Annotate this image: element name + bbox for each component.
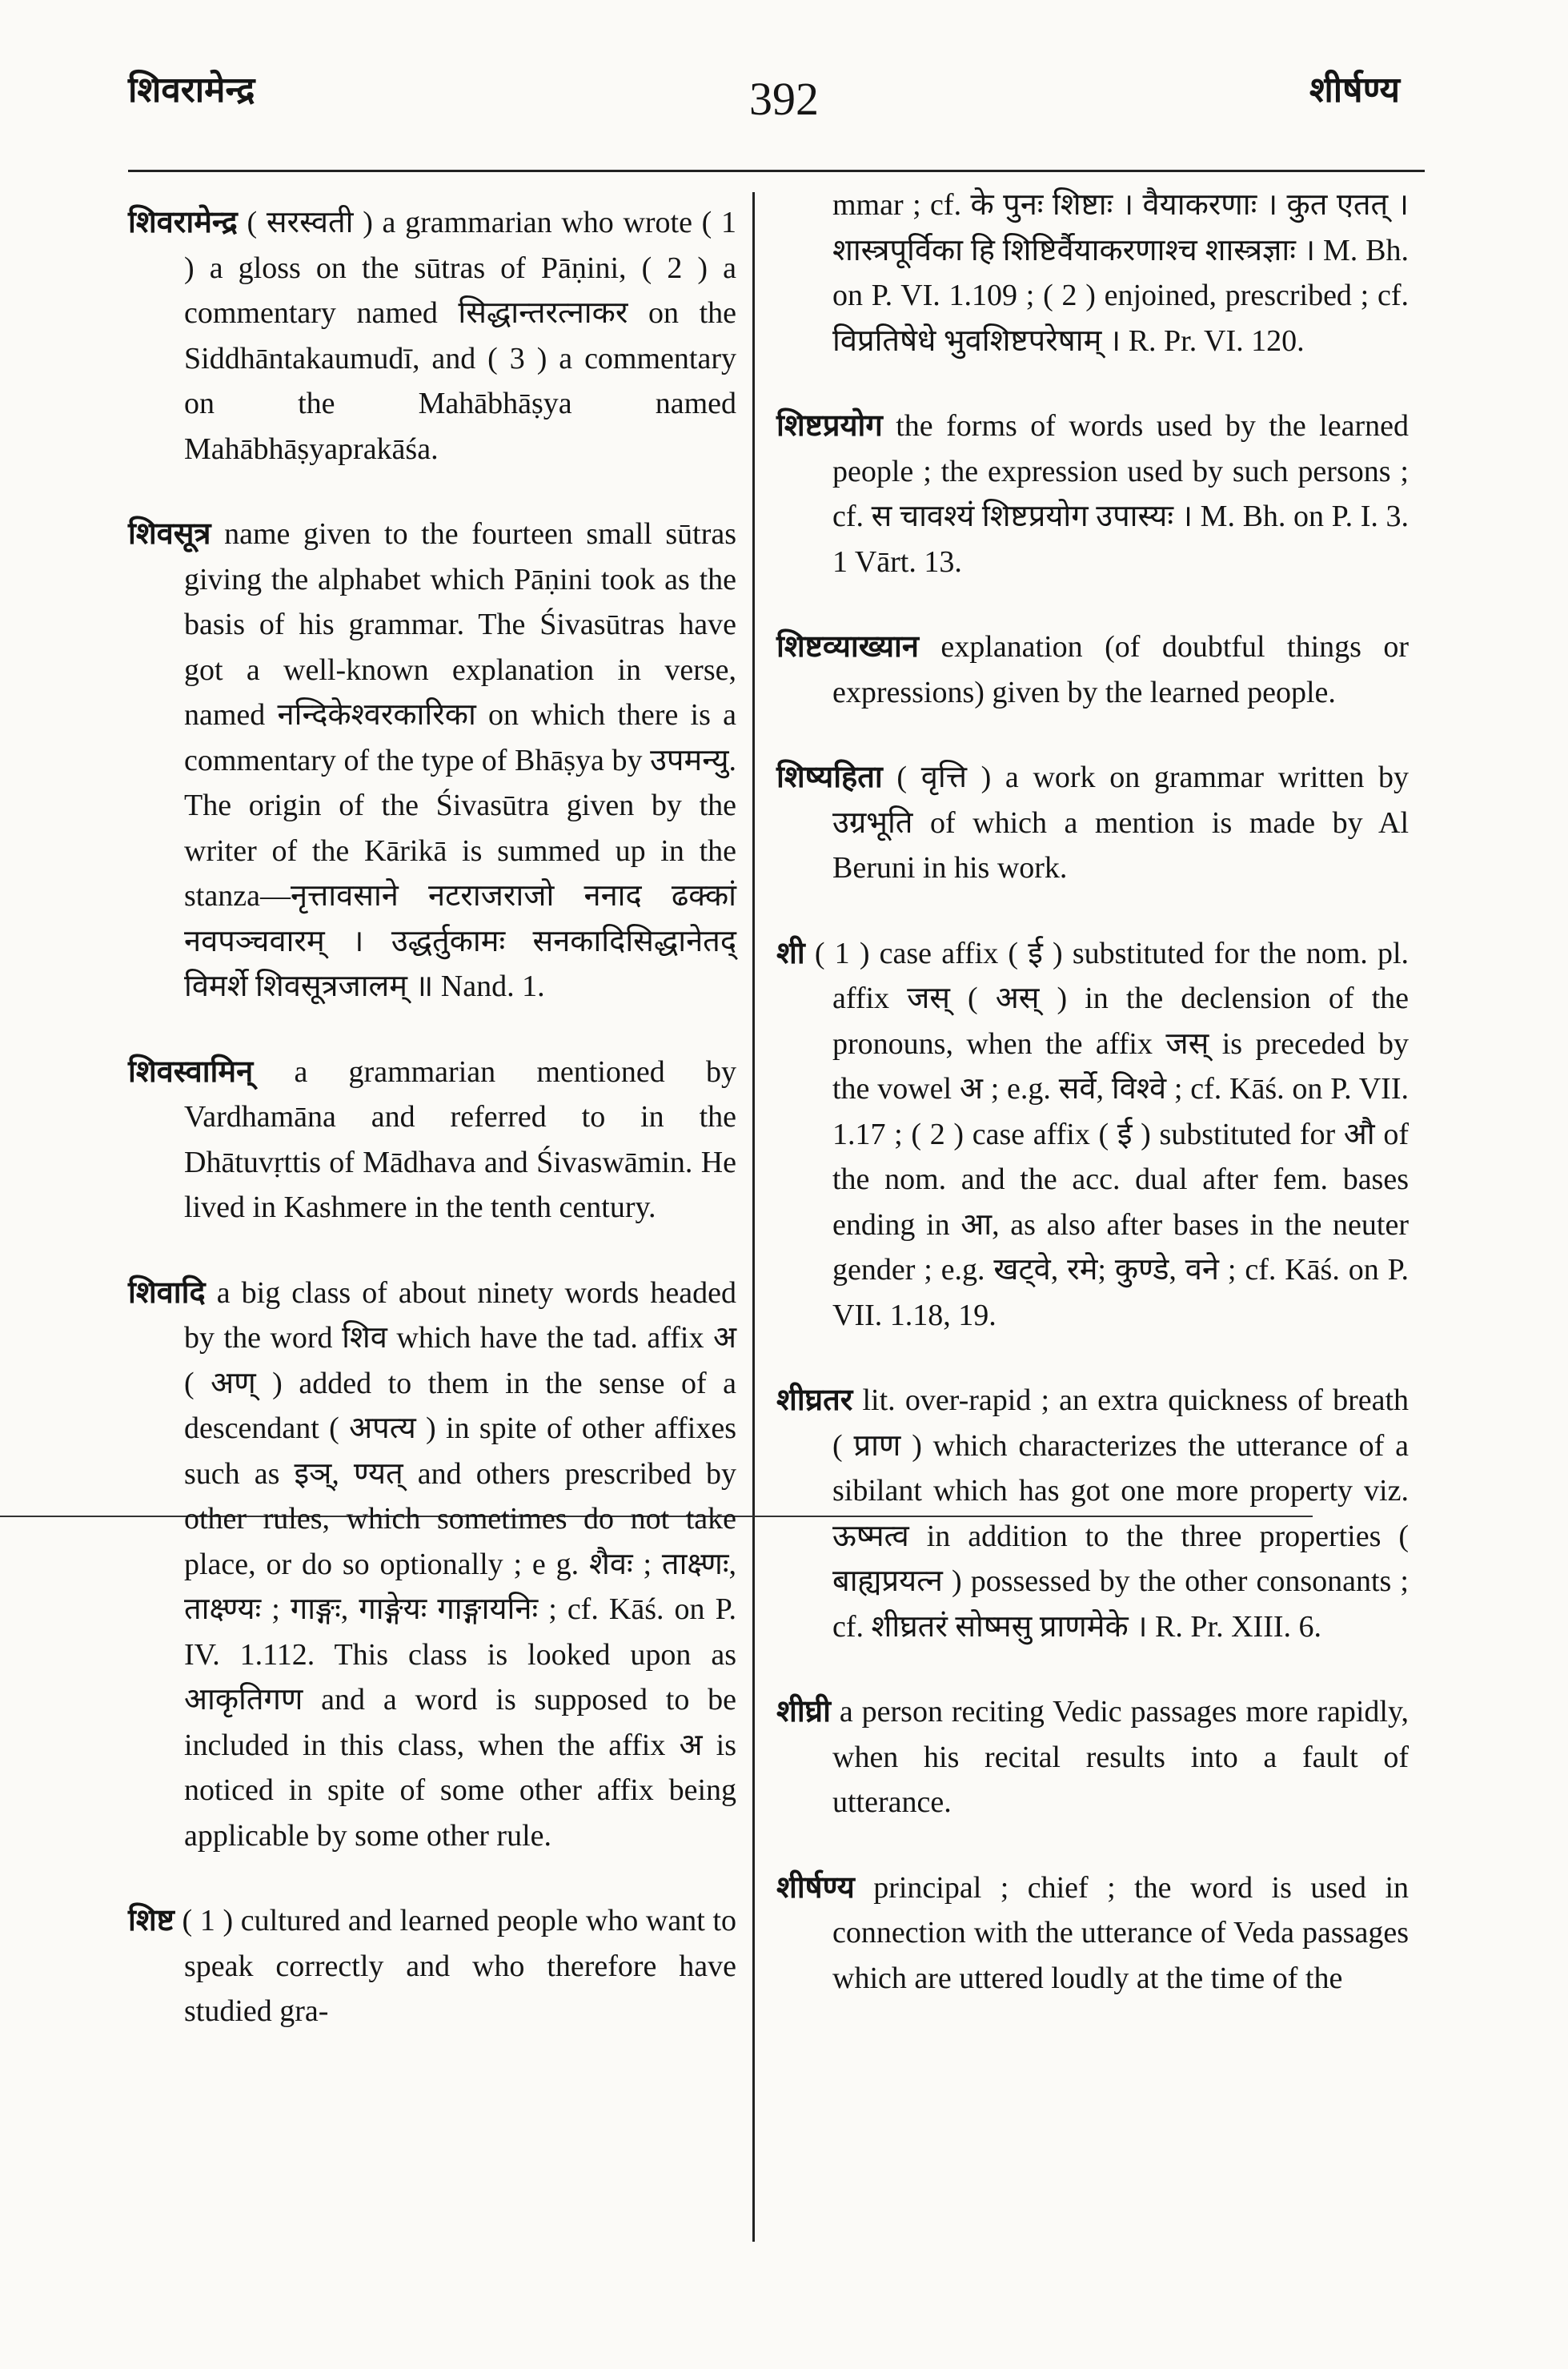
left-column [128, 200, 736, 2074]
entry-text: ( 1 ) cultured and learned people who want to speak correctly and who therefore have studied gra- [182, 1904, 736, 2028]
dictionary-entry [128, 1050, 736, 1231]
entry-text: mmar ; cf. के पुनः शिष्टाः । वैयाकरणाः । कुत एतत् । शास्त्रपूर्विका हि शिष्टिर्वैयाकरणाश्च शास्त्रज्ञाः । M. Bh. on P. VI. 1.109 ; ( 2 ) enjoined, prescribed ; cf. विप्रतिषेधे भुवशिष्टपरेषाम् । R. Pr. VI. 120. [832, 188, 1409, 358]
entry-headword: शिवादि [128, 1275, 206, 1310]
dictionary-entry [128, 200, 736, 472]
left-running-head: शिवरामेन्द्र [128, 70, 255, 110]
dictionary-entry [776, 931, 1409, 1339]
entry-text: principal ; chief ; the word is used in connection with the utterance of Veda passages which are uttered loudly at the time of the [832, 1870, 1409, 1995]
dictionary-entry [128, 512, 736, 1010]
entry-text: a person reciting Vedic passages more rapidly, when his recital results into a fault of utterance. [832, 1695, 1409, 1819]
column-divider [752, 192, 755, 2242]
right-running-head: शीर्षण्य [1309, 70, 1400, 110]
dictionary-entry [776, 624, 1409, 715]
entry-text: explanation (of doubtful things or expressions) given by the learned people. [832, 630, 1409, 709]
entry-headword: शिवस्वामिन् [128, 1054, 254, 1089]
entry-text: ( वृत्ति ) a work on grammar written by उग्रभूति of which a mention is made by Al Beruni in his work. [832, 761, 1410, 885]
entry-headword: शीघ्री [776, 1695, 831, 1729]
entry-text: the forms of words used by the learned people ; the expression used by such persons ; cf. स चावश्यं शिष्टप्रयोग उपास्यः । M. Bh. on P. I. 3. 1 Vārt. 13. [832, 409, 1409, 579]
entry-headword: शिष्टव्याख्यान [776, 630, 919, 664]
entry-text: a big class of about ninety words headed by the word शिव which have the tad. affix अ ( अण् ) added to them in the sense of a descendant ( अपत्य ) in spite of other affixes such as इञ्, ण्यत् and others prescribed by other rules, which sometimes do not take place, or do so optionally ; e g. शैवः ; ताक्ष्णः, ताक्ष्ण्यः ; गाङ्गः, गाङ्गेयः गाङ्गायनिः ; cf. Kāś. on P. IV. 1.112. This class is looked upon as आकृतिगण and a word is supposed to be included in this class, when the affix अ is noticed in spite of some other affix being applicable by some other rule. [184, 1275, 736, 1853]
entry-text: ( 1 ) case affix ( ई ) substituted for the nom. pl. affix जस् ( अस् ) in the declension of the pronouns, when the affix जस् is preceded by the vowel अ ; e.g. सर्वे, विश्वे ; cf. Kāś. on P. VII. 1.17 ; ( 2 ) case affix ( ई ) substituted for औ of the nom. and the acc. dual after fem. bases ending in आ, as also after bases in the neuter gender ; e.g. खट्वे, रमे; कुण्डे, वने ; cf. Kāś. on P. VII. 1.18, 19. [814, 936, 1410, 1332]
entry-headword: शीर्षण्य [776, 1870, 855, 1905]
dictionary-entry [128, 1898, 736, 2034]
entry-headword: शी [776, 936, 805, 970]
entry-headword: शिवरामेन्द्र [128, 206, 238, 239]
entry-headword: शिष्यहिता [776, 761, 883, 794]
entry-text: ( सरस्वती ) a grammarian who wrote ( 1 ) a gloss on the sūtras of Pāṇini, ( 2 ) a commentary named सिद्धान्तरत्नाकर on the Siddhāntakaumudī, and ( 3 ) a commentary on the Mahābhāṣya named Mahābhāṣyaprakāśa. [184, 206, 737, 466]
right-column [776, 183, 1409, 2041]
page-number: 392 [749, 73, 819, 125]
entry-headword: शिवसूत्र [128, 517, 211, 551]
dictionary-entry [776, 1865, 1409, 2002]
entry-text: a grammarian mentioned by Vardhamāna and referred to in the Dhātuvṛttis of Mādhava and Śivaswāmin. He lived in Kashmere in the tenth century. [184, 1054, 736, 1224]
dictionary-entry [128, 1271, 736, 1859]
entry-headword: शिष्टप्रयोग [776, 409, 883, 443]
dictionary-entry [776, 1378, 1409, 1649]
dictionary-entry [776, 404, 1409, 584]
entry-text: name given to the fourteen small sūtras giving the alphabet which Pāṇini took as the basis of his grammar. The Śivasūtras have got a well-known explanation in verse, named नन्दिकेश्वरकारिका on which there is a commentary of the type of Bhāṣya by उपमन्यु. The origin of the Śivasūtra given by the writer of the Kārikā is summed up in the stanza—नृत्तावसाने नटराजराजो ननाद ढक्कां नवपञ्चवारम् । उद्धर्तुकामः सनकादिसिद्धानेतद् विमर्शे शिवसूत्रजालम् ॥ Nand. 1. [184, 517, 736, 1003]
entry-headword: शीघ्रतर [776, 1383, 853, 1417]
dictionary-entry [776, 755, 1409, 891]
entry-text: lit. over-rapid ; an extra quickness of breath ( प्राण ) which characterizes the utterance of a sibilant which has got one more property viz. ऊष्मत्व in addition to the three properties ( बाह्यप्रयत्न ) possessed by the other consonants ; cf. शीघ्रतरं सोष्मसु प्राणमेके । R. Pr. XIII. 6. [832, 1383, 1410, 1644]
entry-headword: शिष्ट [128, 1904, 174, 1937]
dictionary-entry [776, 1689, 1409, 1825]
dictionary-entry-continued [776, 183, 1409, 363]
header-rule [128, 170, 1425, 172]
